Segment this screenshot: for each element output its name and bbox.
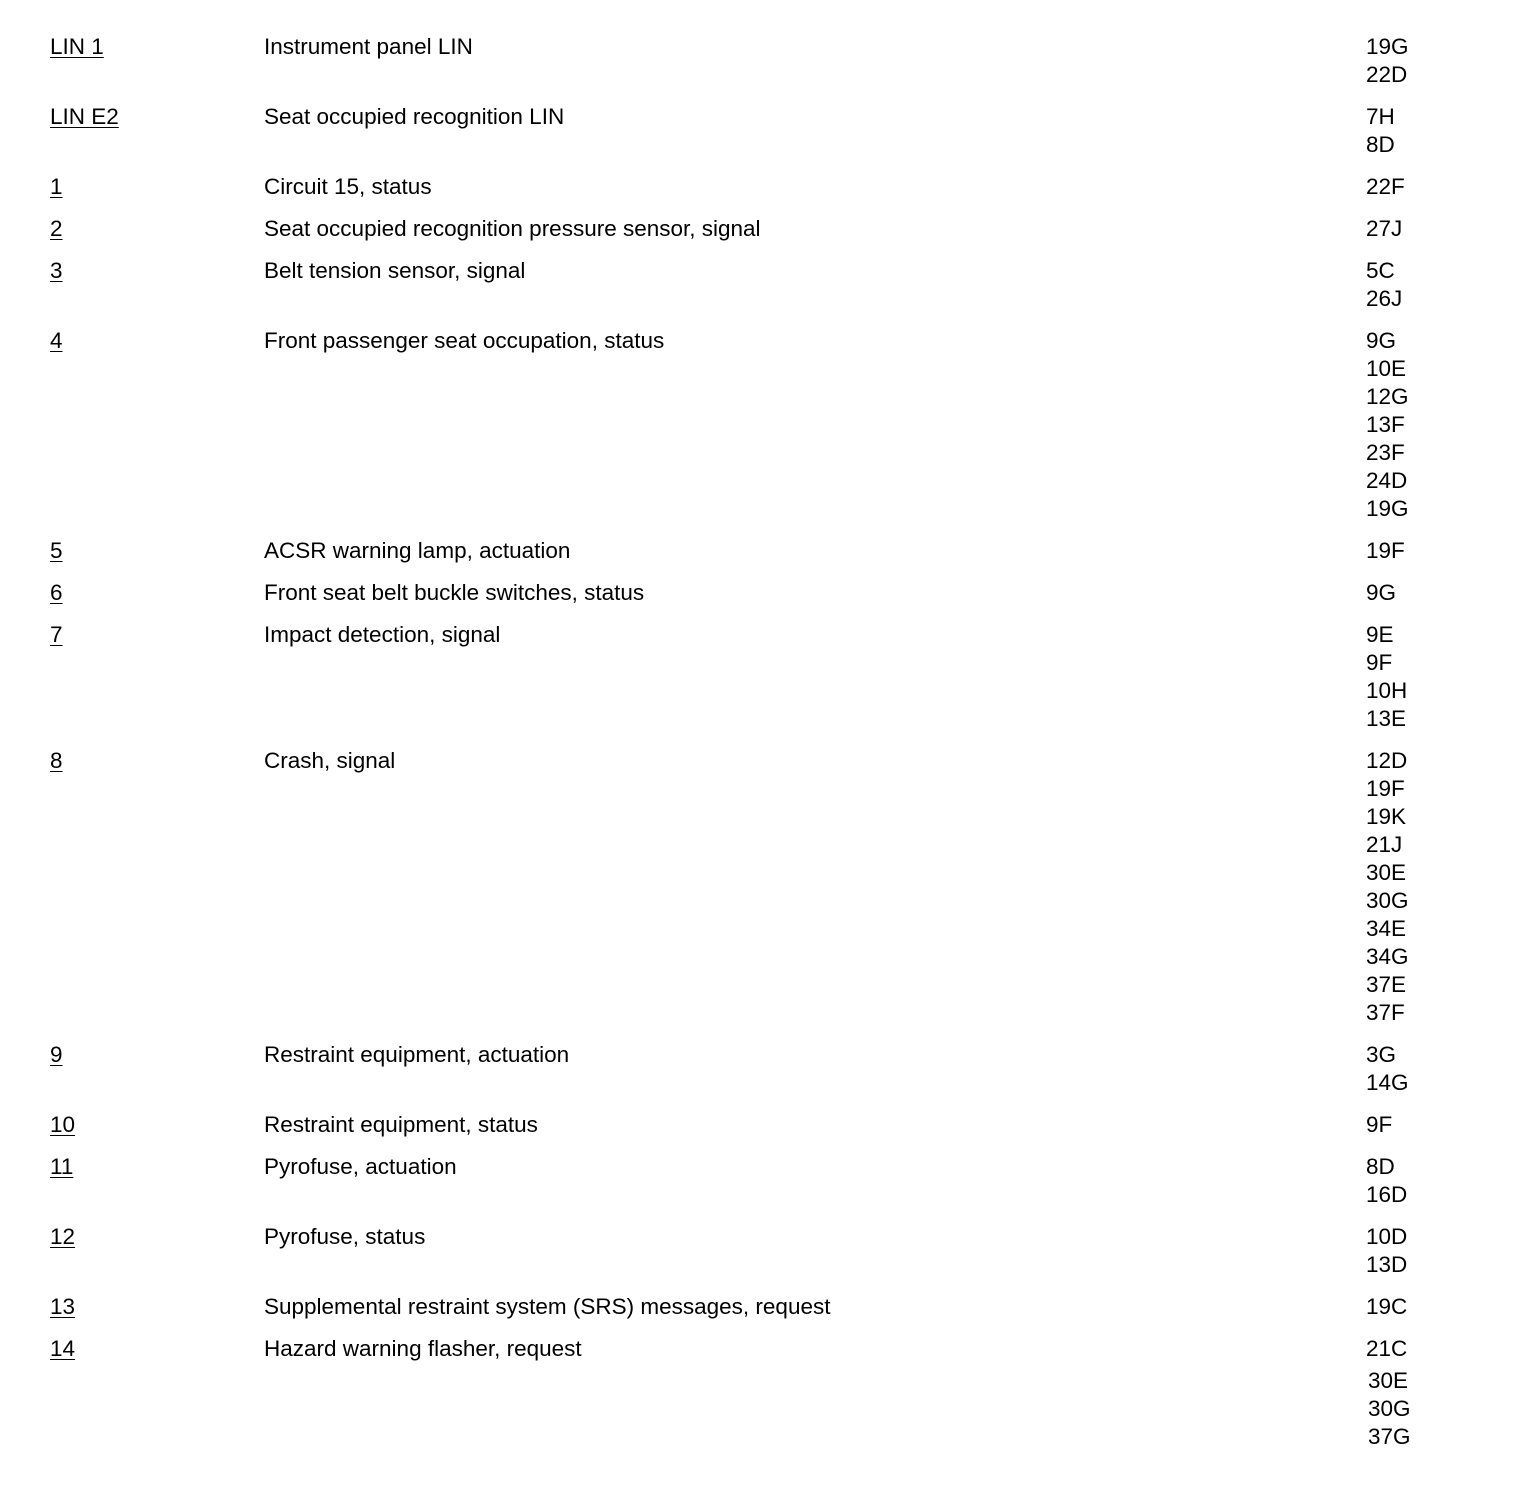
row-references [1366,1153,1520,1209]
table-row [0,537,1520,565]
row-description: Impact detection, signal [264,622,501,647]
row-code-link[interactable]: 7 [50,622,63,647]
row-code-link[interactable]: 2 [50,216,63,241]
reference-code: 19G [1366,496,1409,521]
reference-code: 34E [1366,916,1407,941]
row-code-link[interactable]: 3 [50,258,63,283]
reference-code: 19F [1366,538,1405,563]
reference-code: 23F [1366,440,1405,465]
row-code-link[interactable]: 10 [50,1112,76,1137]
row-code-link[interactable]: LIN E2 [50,104,119,129]
reference-code: 9G [1366,328,1397,353]
reference-code: 12G [1366,384,1409,409]
reference-code: 5C [1366,258,1395,283]
reference-code: 7H [1366,104,1395,129]
reference-code: 9E [1366,622,1394,647]
row-code-link[interactable]: 14 [50,1336,76,1361]
table-row [0,173,1520,201]
row-code-link[interactable]: LIN 1 [50,34,104,59]
row-code-link[interactable]: 6 [50,580,63,605]
row-references [1366,257,1520,313]
reference-code: 13D [1366,1252,1408,1277]
row-description: Restraint equipment, status [264,1112,538,1137]
table-row [0,621,1520,733]
reference-code: 19G [1366,34,1409,59]
table-row [0,257,1520,313]
reference-code: 19F [1366,776,1405,801]
row-code-link[interactable]: 4 [50,328,63,353]
table-row [0,215,1520,243]
reference-code: 30G [1366,888,1409,913]
row-code-link[interactable]: 8 [50,748,63,773]
row-references [1366,215,1520,243]
reference-code: 10H [1366,678,1408,703]
reference-code: 21C [1366,1336,1408,1361]
reference-code: 9G [1366,580,1397,605]
row-references [1366,103,1520,159]
reference-code: 37E [1366,972,1407,997]
reference-code: 9F [1366,650,1393,675]
row-description: Belt tension sensor, signal [264,258,526,283]
reference-code: 19K [1366,804,1407,829]
row-references [1366,747,1520,1027]
reference-code: 30G [1368,1396,1411,1421]
table-row [0,579,1520,607]
reference-code: 14G [1366,1070,1409,1095]
reference-code: 16D [1366,1182,1408,1207]
row-code-link[interactable]: 13 [50,1294,76,1319]
reference-code: 10D [1366,1224,1408,1249]
row-references [1366,537,1520,565]
reference-code: 30E [1366,860,1407,885]
row-code-link[interactable]: 11 [50,1154,74,1179]
row-description: Pyrofuse, status [264,1224,426,1249]
reference-code: 10E [1366,356,1407,381]
row-description: Restraint equipment, actuation [264,1042,570,1067]
row-description: Supplemental restraint system (SRS) messages, request [264,1294,831,1319]
reference-code: 27J [1366,216,1403,241]
reference-code: 13F [1366,412,1405,437]
table-row [0,747,1520,1027]
row-code-link[interactable]: 9 [50,1042,63,1067]
row-references [1366,579,1520,607]
table-row [0,33,1520,89]
row-description: ACSR warning lamp, actuation [264,538,571,563]
table-row [0,1153,1520,1209]
reference-code: 3G [1366,1042,1397,1067]
row-references [1366,173,1520,201]
table-row [0,1041,1520,1097]
row-references [1366,1335,1520,1363]
row-code-link[interactable]: 5 [50,538,63,563]
row-references [1366,1111,1520,1139]
row-references [1366,327,1520,523]
trailing-references [1368,1367,1520,1451]
row-description: Crash, signal [264,748,396,773]
row-references [1366,1223,1520,1279]
row-references [1366,1041,1520,1097]
table-row [0,1111,1520,1139]
reference-code: 21J [1366,832,1403,857]
row-references [1366,621,1520,733]
reference-code: 19C [1366,1294,1408,1319]
reference-code: 8D [1366,132,1395,157]
reference-code: 9F [1366,1112,1393,1137]
reference-code: 37G [1368,1424,1411,1449]
row-description: Front passenger seat occupation, status [264,328,665,353]
reference-code: 8D [1366,1154,1395,1179]
table-row [0,327,1520,523]
reference-code: 34G [1366,944,1409,969]
table-row [0,1293,1520,1321]
row-references [1366,33,1520,89]
table-row [0,1335,1520,1451]
reference-code: 37F [1366,1000,1405,1025]
row-description: Seat occupied recognition LIN [264,104,565,129]
reference-code: 13E [1366,706,1407,731]
row-code-link[interactable]: 1 [50,174,63,199]
signal-reference-table [0,33,1520,1465]
reference-code: 22F [1366,174,1405,199]
row-description: Instrument panel LIN [264,34,473,59]
row-code-link[interactable]: 12 [50,1224,76,1249]
row-references [1366,1293,1520,1321]
reference-code: 12D [1366,748,1408,773]
row-description: Hazard warning flasher, request [264,1336,582,1361]
row-description: Seat occupied recognition pressure sensor, signal [264,216,761,241]
reference-code: 30E [1368,1368,1409,1393]
table-row [0,1223,1520,1279]
table-row [0,103,1520,159]
row-description: Pyrofuse, actuation [264,1154,457,1179]
row-description: Circuit 15, status [264,174,432,199]
reference-code: 24D [1366,468,1408,493]
reference-code: 22D [1366,62,1408,87]
reference-code: 26J [1366,286,1403,311]
row-description: Front seat belt buckle switches, status [264,580,645,605]
